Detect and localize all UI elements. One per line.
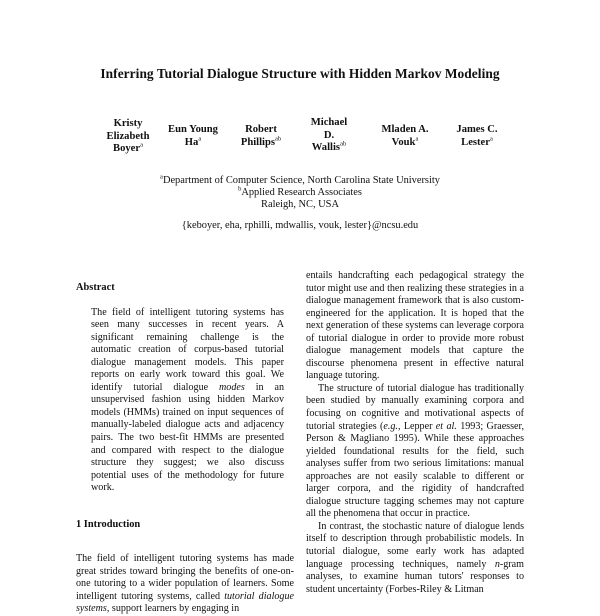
author-lester: James C. Lester$^a$	[456, 124, 498, 148]
author-emails: {keboyer, eha, rphilli, mdwallis, vouk, lester}@ncsu.edu	[181, 220, 419, 231]
right-para-1: entails handcrafting each pedagogical strategy the tutor might use and then realizing these strategies in a dialogue management framework that is also custom-engineered for the application. It is hoped that the next generation of these systems can leverage corpora of tutorial dialogue in order to provide more robust dialogue management models that capture the discourse phenomena present in effective natural language tutoring.	[306, 270, 524, 382]
right-para-2: The structure of tutorial dialogue has traditionally been studied by manually examining corpora and focusing on cognitive and motivational aspects of tutorial strategies (e.g., Lepper et al. 1993; Graesser, Person & Magliano 1995). While these approaches yielded foundational results for the field, such analyses suffer from two serious limitations: manual approaches are not easily scalable to different or larger corpora, and the rigidity of handcrafted dialogue structure tagging schemes may not capture all the phenomena that occur in practice.	[306, 382, 524, 520]
intro-text: The field of intelligent tutoring systems has made great strides toward bringing the benefits of one-on-one tutoring to a wider population of learners. Some intelligent tutoring systems, called tutorial dialogue systems, support learners by engaging in	[76, 553, 294, 615]
left-column	[76, 282, 294, 616]
intro-heading: 1 Introduction	[76, 518, 141, 530]
author-wallis: Michael D. Wallis$^{ab}$	[310, 117, 348, 154]
affiliation-1: $^a$Department of Computer Science, North Carolina State University	[160, 173, 440, 186]
affiliation-2: $^b$Applied Research Associates	[238, 185, 362, 198]
affiliation-location: Raleigh, NC, USA	[261, 199, 339, 210]
author-phillips: Robert Phillips$^{ab}$	[240, 124, 282, 148]
abstract-heading: Abstract	[76, 282, 115, 293]
right-column	[306, 270, 524, 596]
author-ha: Eun Young Ha$^a$	[168, 124, 218, 148]
paper-title: Inferring Tutorial Dialogue Structure with Hidden Markov Modeling	[100, 66, 500, 81]
author-vouk: Mladen A. Vouk$^a$	[381, 124, 429, 148]
author-boyer: Kristy Elizabeth Boyer$^a$	[106, 118, 150, 155]
abstract-text: The field of intelligent tutoring systems has seen many successes in recent years. A significant remaining challenge is the automatic creation of corpus-based tutorial dialogue management models. This paper reports on early work toward this goal. We identify tutorial dialogue modes in an unsupervised fashion using hidden Markov models (HMMs) trained on input sequences of manually-labeled dialogue acts and adjacency pairs. The two best-fit HMMs are presented and compared with respect to the dialogue structure they suggest; we also discuss potential uses of the methodology for future work.	[91, 306, 284, 494]
right-para-3: In contrast, the stochastic nature of dialogue lends itself to description through probabilistic models. In tutorial dialogue, some early work has adapted language processing techniques, namely n-gram analyses, to examine human tutors' responses to student uncertainty (Forbes-Riley & Litman	[306, 520, 524, 595]
